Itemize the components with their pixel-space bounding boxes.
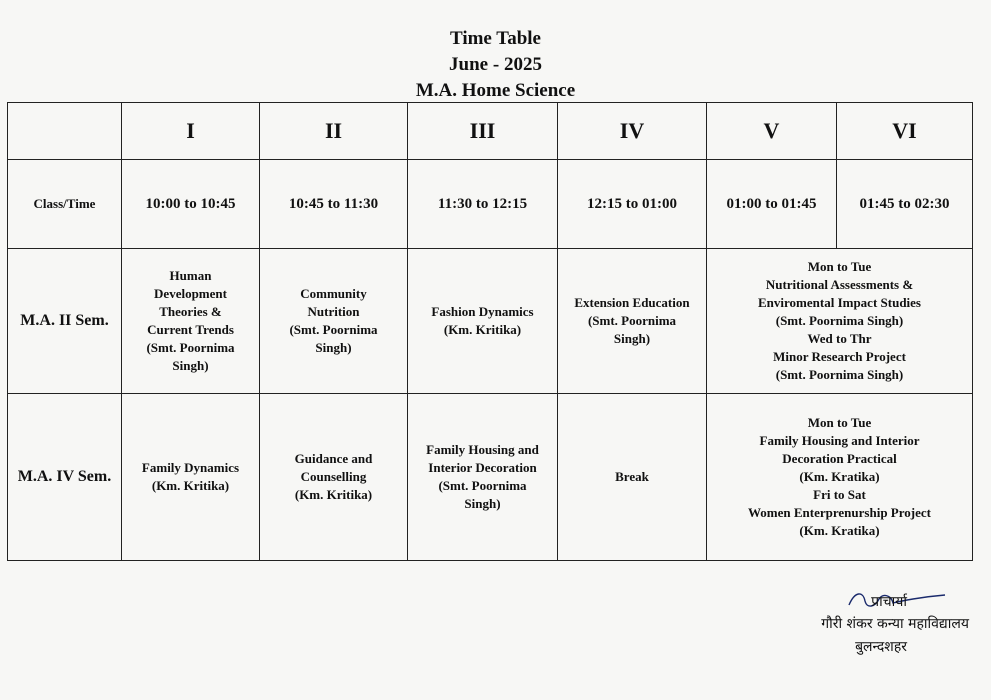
cell-line: (Smt. Poornima Singh): [775, 367, 904, 382]
cell-line: (Km. Kritika): [443, 322, 522, 337]
class-cell: [408, 249, 558, 394]
cell-line: Family Housing and Interior: [759, 433, 920, 448]
page-subtitle-course: M.A. Home Science: [415, 80, 576, 101]
cell-line: (Km. Kritika): [151, 478, 230, 493]
cell-line: Minor Research Project: [773, 349, 906, 364]
cell-line: (Smt. Poornima: [146, 340, 235, 355]
signature-block: [739, 592, 969, 658]
semester-row-iv: [8, 394, 973, 561]
period-header: V: [707, 103, 837, 160]
cell-line: Current Trends: [147, 322, 234, 337]
cell-line: Guidance and: [294, 451, 373, 466]
cell-line: Singh): [315, 340, 352, 355]
cell-line: Fashion Dynamics: [431, 304, 534, 319]
class-cell: [260, 249, 408, 394]
time-slot: 12:15 to 01:00: [558, 160, 707, 249]
period-header: II: [260, 103, 408, 160]
cell-line: Women Enterprenurship Project: [748, 505, 931, 520]
period-header-row: [8, 103, 973, 160]
merged-class-cell: [707, 394, 973, 561]
corner-cell: [8, 103, 122, 160]
time-row-label: Class/Time: [8, 160, 122, 249]
semester-label: M.A. IV Sem.: [8, 394, 122, 561]
cell-line: (Smt. Poornima: [587, 313, 677, 328]
cell-line: Community: [300, 286, 367, 301]
cell-line: Decoration Practical: [782, 451, 897, 466]
cell-line: Fri to Sat: [813, 487, 866, 502]
cell-line: Singh): [464, 496, 501, 511]
time-slot: 10:45 to 11:30: [260, 160, 408, 249]
cell-line: Enviromental Impact Studies: [758, 295, 921, 310]
cell-line: Nutritional Assessments &: [765, 277, 914, 292]
cell-line: Theories &: [159, 304, 222, 319]
cell-line: (Smt. Poornima: [438, 478, 527, 493]
time-slot: 10:00 to 10:45: [122, 160, 260, 249]
cell-line: Nutrition: [307, 304, 360, 319]
class-cell: [122, 249, 260, 394]
page-title: Time Table: [450, 28, 541, 49]
class-cell: [122, 394, 260, 561]
period-header: I: [122, 103, 260, 160]
cell-line: Family Housing and: [426, 442, 539, 457]
time-slot: 01:00 to 01:45: [707, 160, 837, 249]
cell-line: (Km. Kritika): [294, 487, 373, 502]
period-header: III: [408, 103, 558, 160]
merged-class-cell: [707, 249, 973, 394]
cell-line: Mon to Tue: [807, 259, 872, 274]
title-block: [0, 26, 991, 104]
signature-city: बुलन्दशहर: [855, 639, 907, 655]
class-cell: [260, 394, 408, 561]
cell-line: Singh): [613, 331, 651, 346]
time-slot: 11:30 to 12:15: [408, 160, 558, 249]
cell-line: Family Dynamics: [141, 460, 240, 475]
semester-label: M.A. II Sem.: [8, 249, 122, 394]
timetable: [7, 102, 973, 561]
cell-line: (Smt. Poornima Singh): [775, 313, 904, 328]
period-header: VI: [837, 103, 973, 160]
page-subtitle-month: June - 2025: [449, 54, 542, 75]
signature-college: गौरी शंकर कन्या महाविद्यालय: [821, 616, 969, 632]
period-header: IV: [558, 103, 707, 160]
class-cell: [408, 394, 558, 561]
semester-row-ii: [8, 249, 973, 394]
cell-line: Development: [154, 286, 227, 301]
cell-line: Human: [169, 268, 212, 283]
cell-line: Mon to Tue: [807, 415, 872, 430]
cell-line: Extension Education: [574, 295, 690, 310]
cell-line: Break: [615, 469, 649, 484]
cell-line: Counselling: [300, 469, 367, 484]
cell-line: Singh): [172, 358, 209, 373]
cell-line: (Km. Kratika): [799, 469, 880, 484]
signature-designation: प्राचार्या: [871, 594, 907, 610]
cell-line: (Smt. Poornima: [289, 322, 378, 337]
class-cell: [558, 249, 707, 394]
cell-line: Wed to Thr: [807, 331, 872, 346]
cell-line: (Km. Kratika): [799, 523, 880, 538]
cell-line: Interior Decoration: [428, 460, 537, 475]
time-row: [8, 160, 973, 249]
time-slot: 01:45 to 02:30: [837, 160, 973, 249]
class-cell: [558, 394, 707, 561]
